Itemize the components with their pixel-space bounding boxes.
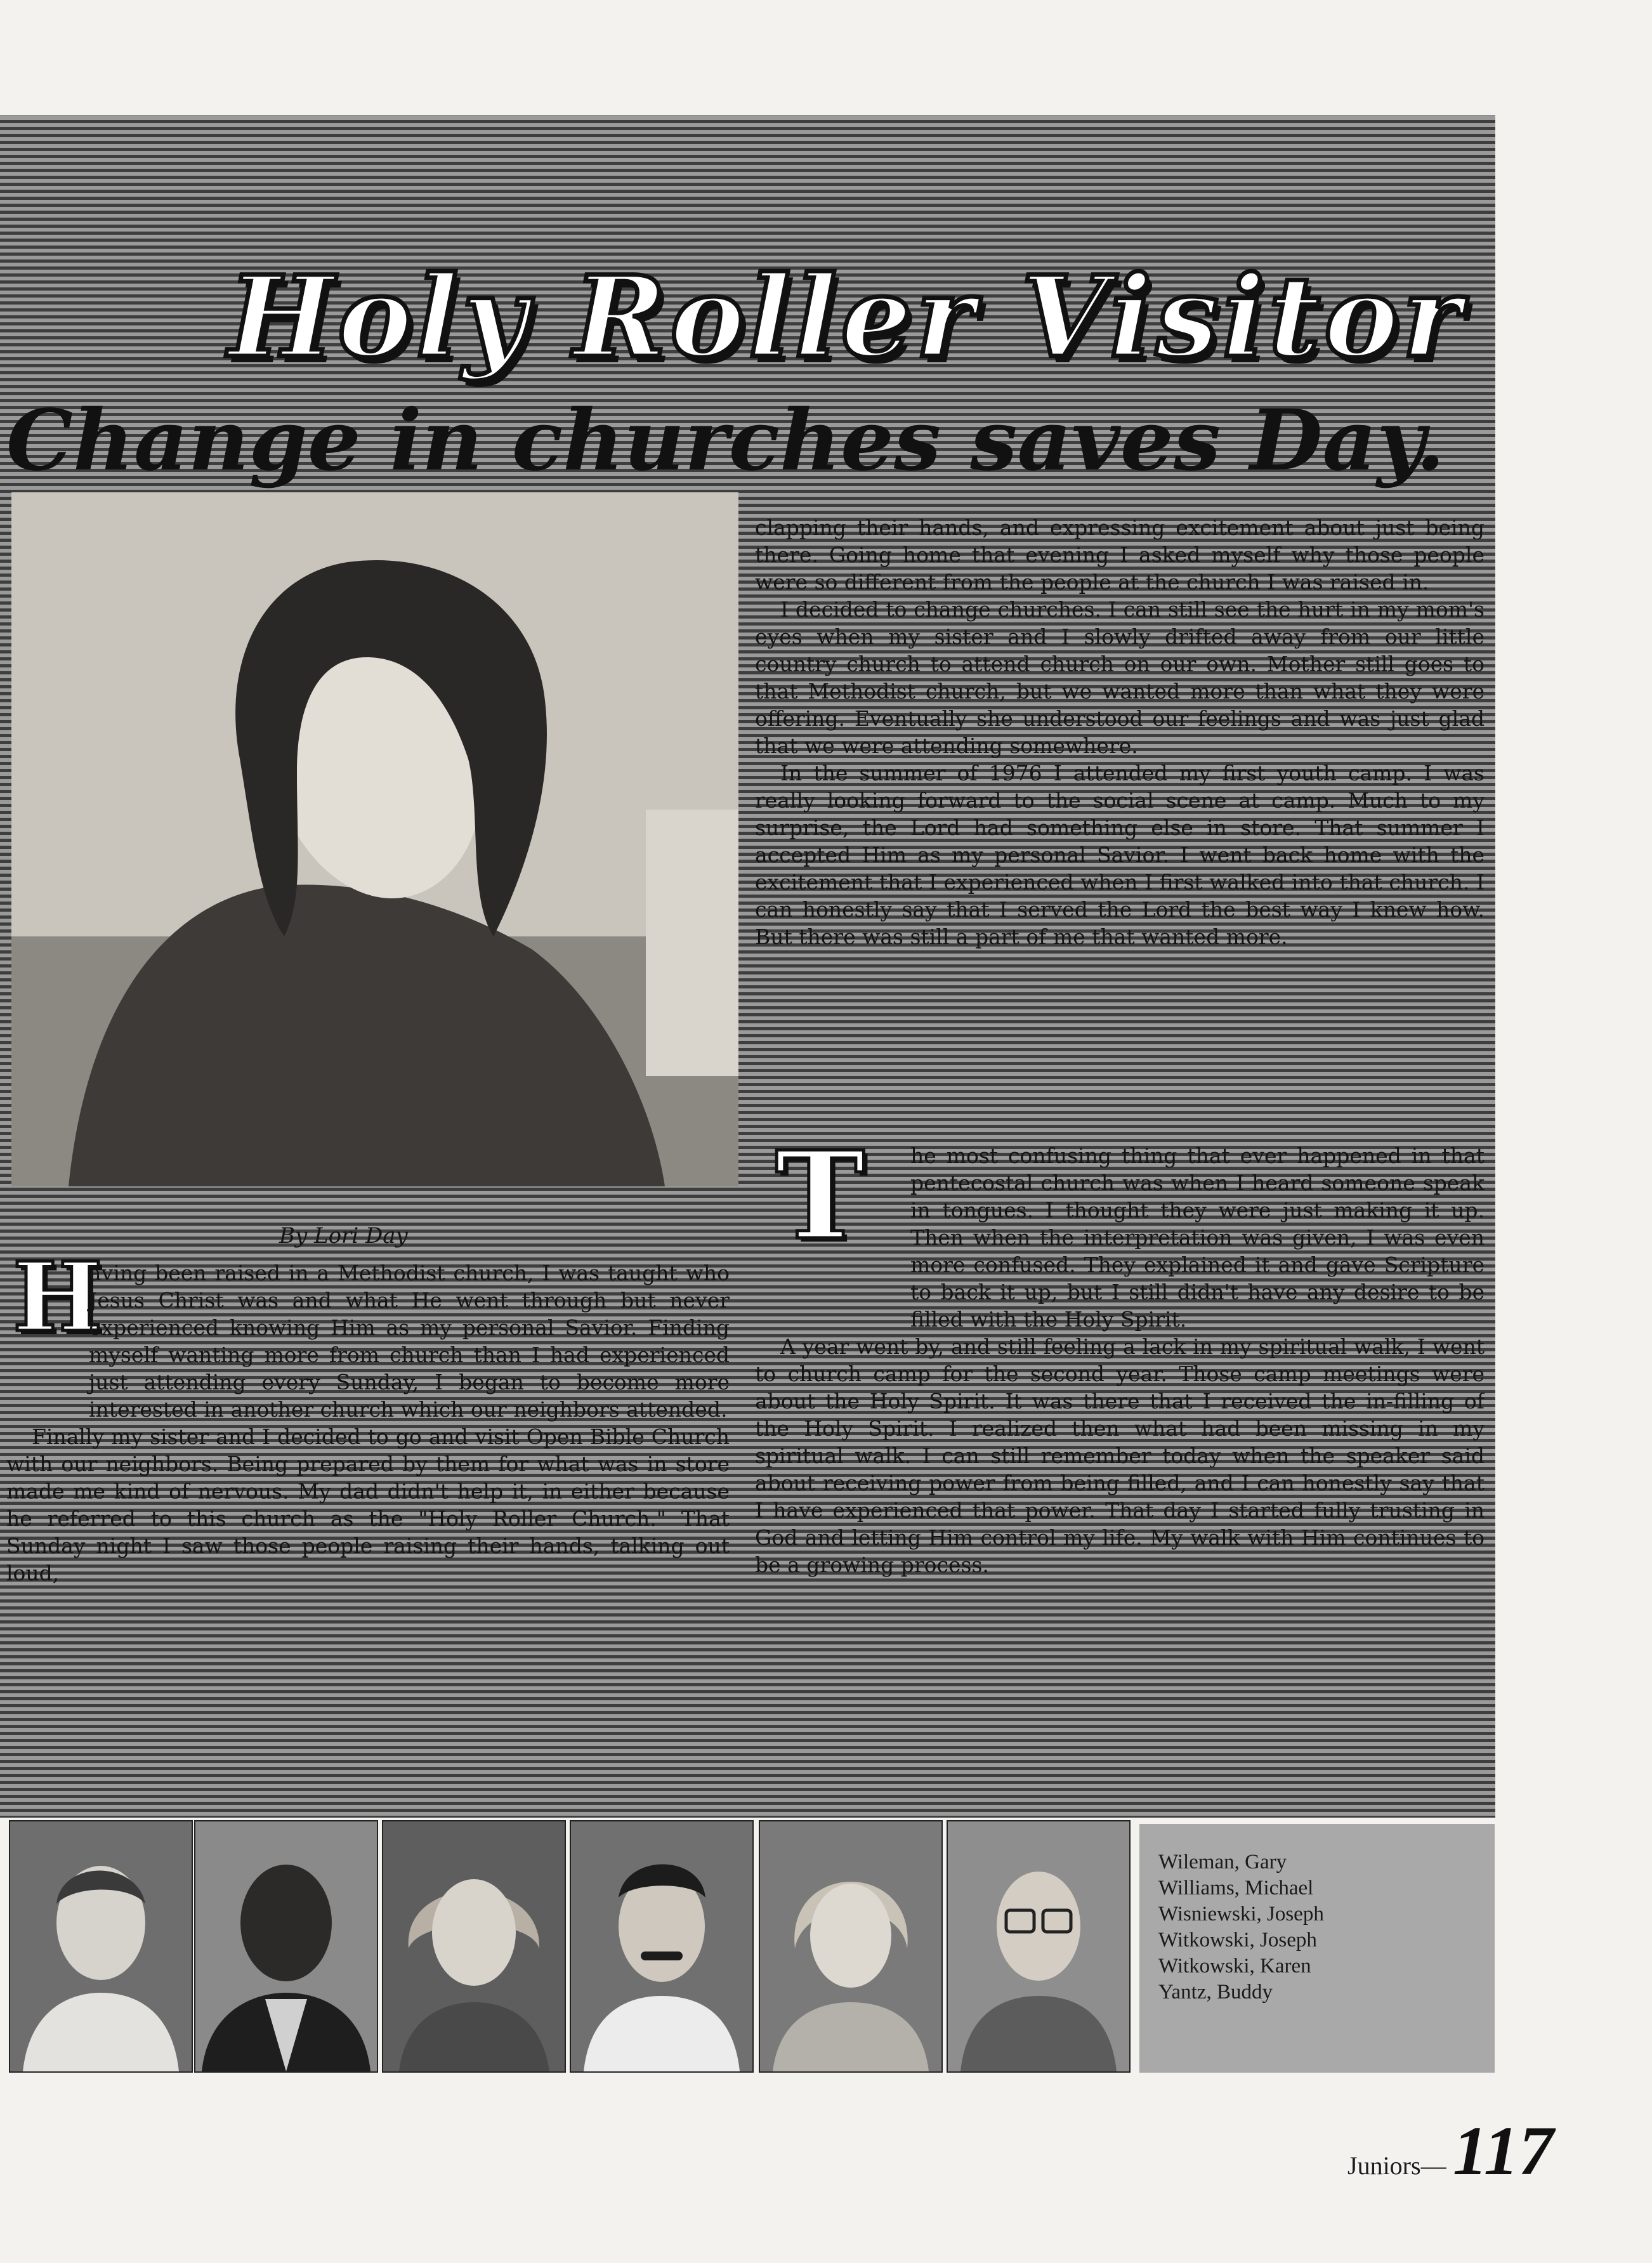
portrait-names-box xyxy=(1139,1824,1495,2073)
portrait-name: Yantz, Buddy xyxy=(1158,1981,1273,2004)
story-paragraph: I decided to change churches. I can still see the hurt in my mom's eyes when my sister and I slowly drifted away from our little country church to attend church on our own. Mother still goes to that Methodist church, but we wanted more than what they were offering. Eventually she understood our feelings and was just glad that we were attending somewhere. xyxy=(755,597,1485,758)
story-paragraph: A year went by, and still feeling a lack in my spiritual walk, I went to church camp for the second year. Those camp meetings were about the Holy Spirit. It was there that I received the in-filling of the Holy Spirit. I realized then what had been missing in my spiritual walk. I can still remember today when the speaker said about receiving power from being filled, and I can honestly say that I have experienced that power. That day I started fully trusting in God and letting Him control my life. My walk with Him continues to be a growing process. xyxy=(755,1334,1485,1577)
portrait-name: Wileman, Gary xyxy=(1158,1851,1287,1873)
headline: Holy Roller Visitor xyxy=(228,251,1465,383)
portrait-photo xyxy=(570,1820,754,2073)
portrait-name-list xyxy=(1139,1824,1495,2005)
portrait-name: Witkowski, Joseph xyxy=(1158,1929,1317,1951)
portrait-photo xyxy=(9,1820,193,2073)
portrait-photo xyxy=(382,1820,566,2073)
drop-cap-h: H xyxy=(13,1242,103,1353)
feature-photo xyxy=(11,492,738,1186)
story-paragraph: aving been raised in a Methodist church, I was taught who Jesus Christ was and what He went through but never experienced knowing Him as my personal Savior. Finding myself wanting more from church than I had experienced just attending every Sunday, I began to become more interested in another church which our neighbors attended. xyxy=(89,1261,730,1422)
portrait-photo xyxy=(947,1820,1131,2073)
portrait-photo xyxy=(194,1820,378,2073)
story-column-right-bottom xyxy=(755,1142,1485,1675)
page-number: 117 xyxy=(1453,2112,1554,2189)
story-paragraph: he most confusing thing that ever happened in that pentecostal church was when I heard someone speak in tongues. I thought they were just making it up. Then when the interpretation was given, I was even more confused. They explained it and gave Scripture to back it up, but I still didn't have any desire to be filled with the Holy Spirit. xyxy=(910,1143,1485,1332)
story-column-left xyxy=(6,1259,730,1672)
portrait-name: Wisniewski, Joseph xyxy=(1158,1903,1324,1925)
drop-cap-t: T xyxy=(775,1125,865,1266)
portrait-photo xyxy=(759,1820,943,2073)
story-paragraph: clapping their hands, and expressing excitement about just being there. Going home that evening I asked myself why those people were so different from the people at the church I was raised in. xyxy=(755,515,1485,594)
story-paragraph: In the summer of 1976 I attended my first youth camp. I was really looking forward to the social scene at camp. Much to my surprise, the Lord had something else in store. That summer I accepted Him as my personal Savior. I went back home with the excitement that I experienced when I first walked into that church. I can honestly say that I served the Lord the best way I knew how. But there was still a part of me that wanted more. xyxy=(755,761,1485,949)
subhead: Change in churches saves Day. xyxy=(6,391,1445,490)
story-paragraph: Finally my sister and I decided to go and visit Open Bible Church with our neighbors. Being prepared by them for what was in store made me kind of nervous. My dad didn't help it, in either because he referred to this church as the "Holy Roller Church." That Sunday night I saw those people raising their hands, talking out loud, xyxy=(6,1424,730,1585)
footer-section-label: Juniors— xyxy=(1347,2151,1446,2180)
story-column-right-top xyxy=(755,514,1485,1110)
portrait-name: Witkowski, Karen xyxy=(1158,1955,1311,1978)
portrait-name: Williams, Michael xyxy=(1158,1877,1314,1899)
byline: By Lori Day xyxy=(279,1223,408,1249)
